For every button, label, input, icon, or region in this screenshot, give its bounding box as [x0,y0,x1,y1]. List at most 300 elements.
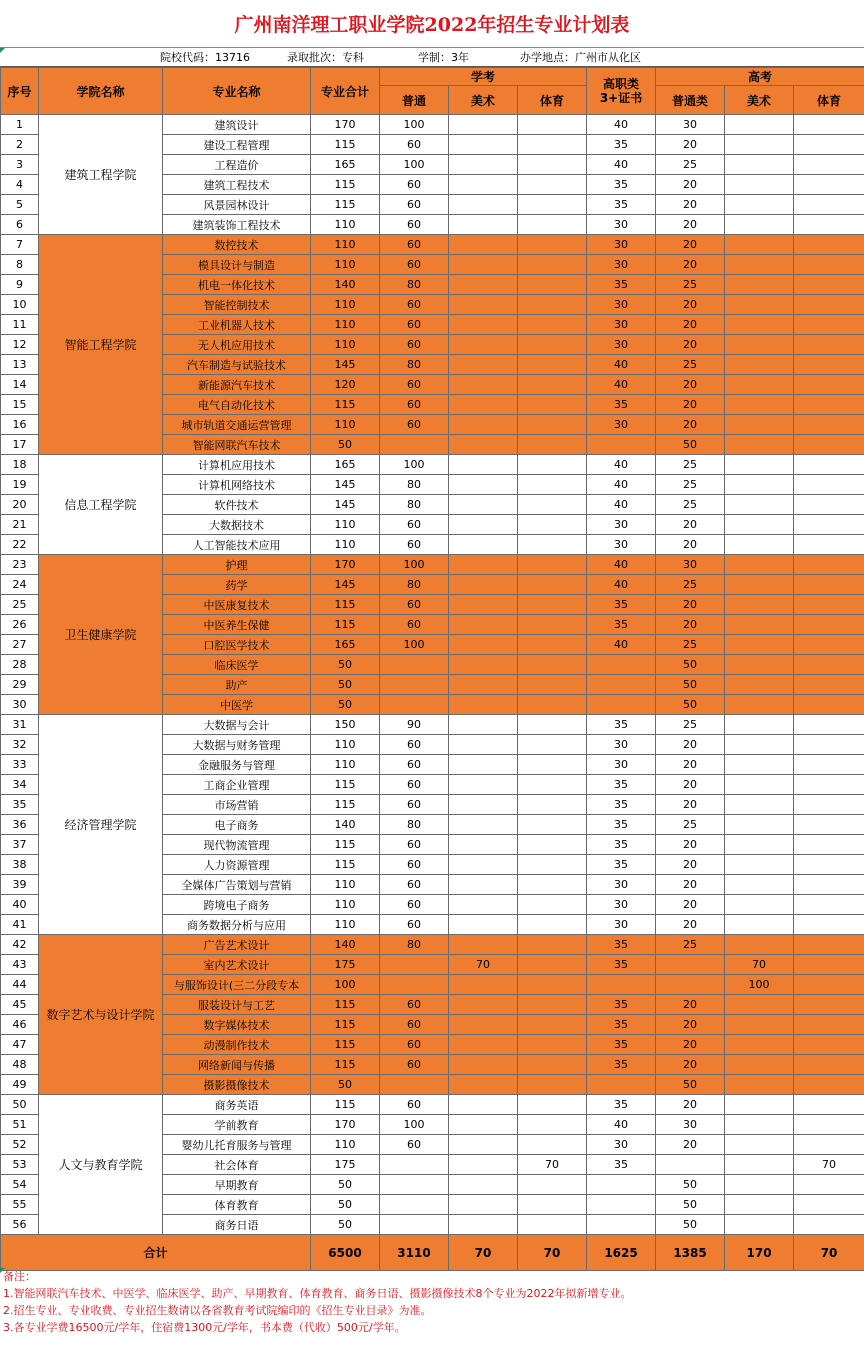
gk-meishu-cell [725,835,794,855]
major-cell: 软件技术 [163,495,311,515]
seq-cell: 14 [1,375,39,395]
gzl-cell [587,655,656,675]
gk-putonglei-cell: 50 [656,675,725,695]
xk-meishu-cell [449,975,518,995]
seq-cell: 4 [1,175,39,195]
total-cell: 120 [311,375,380,395]
school-code: 院校代码：13716 [160,51,250,64]
seq-cell: 8 [1,255,39,275]
total-cell: 140 [311,275,380,295]
xk-tiyu-cell [518,815,587,835]
total-cell: 110 [311,895,380,915]
xk-tiyu-cell [518,415,587,435]
gk-putonglei-cell [656,975,725,995]
total-value-cell: 70 [518,1235,587,1271]
gk-tiyu-cell [794,175,864,195]
gzl-cell [587,675,656,695]
xk-putong-cell [380,1175,449,1195]
gk-putonglei-cell: 50 [656,655,725,675]
header-gaokao: 高考 [656,68,864,86]
gzl-cell [587,1175,656,1195]
seq-cell: 21 [1,515,39,535]
major-cell: 工程造价 [163,155,311,175]
header-college: 学院名称 [39,68,163,115]
gzl-cell [587,1215,656,1235]
xk-meishu-cell [449,755,518,775]
seq-cell: 41 [1,915,39,935]
total-value-cell: 70 [794,1235,864,1271]
gk-meishu-cell [725,215,794,235]
college-name-cell: 信息工程学院 [39,455,163,555]
gzl-cell [587,1195,656,1215]
major-cell: 商务数据分析与应用 [163,915,311,935]
major-cell: 早期教育 [163,1175,311,1195]
header-gk-putonglei: 普通类 [656,86,725,115]
xk-meishu-cell [449,1075,518,1095]
admission-batch: 录取批次：专科 [287,51,364,64]
gk-meishu-cell [725,475,794,495]
xk-meishu-cell [449,1195,518,1215]
xk-tiyu-cell [518,895,587,915]
total-value-cell: 6500 [311,1235,380,1271]
gk-meishu-cell [725,515,794,535]
gk-putonglei-cell: 20 [656,315,725,335]
xk-meishu-cell [449,815,518,835]
college-name-cell: 人文与教育学院 [39,1095,163,1235]
xk-meishu-cell [449,855,518,875]
seq-cell: 11 [1,315,39,335]
gk-meishu-cell [725,135,794,155]
total-cell: 165 [311,455,380,475]
major-cell: 护理 [163,555,311,575]
gk-putonglei-cell: 25 [656,635,725,655]
gk-meishu-cell [725,675,794,695]
seq-cell: 45 [1,995,39,1015]
xk-tiyu-cell [518,855,587,875]
xk-putong-cell: 100 [380,635,449,655]
xk-meishu-cell [449,475,518,495]
xk-meishu-cell [449,435,518,455]
gzl-cell: 35 [587,815,656,835]
gk-meishu-cell [725,455,794,475]
gk-putonglei-cell: 20 [656,1035,725,1055]
gk-tiyu-cell [794,275,864,295]
total-value-cell: 1625 [587,1235,656,1271]
total-cell: 140 [311,815,380,835]
major-cell: 建设工程管理 [163,135,311,155]
header-xk-meishu: 美术 [449,86,518,115]
gk-tiyu-cell [794,975,864,995]
seq-cell: 40 [1,895,39,915]
gk-putonglei-cell: 20 [656,895,725,915]
xk-putong-cell: 60 [380,875,449,895]
seq-cell: 1 [1,115,39,135]
gk-tiyu-cell [794,315,864,335]
gk-tiyu-cell [794,335,864,355]
xk-putong-cell: 80 [380,275,449,295]
xk-putong-cell: 60 [380,1135,449,1155]
xk-meishu-cell [449,235,518,255]
xk-meishu-cell [449,275,518,295]
gk-tiyu-cell [794,835,864,855]
total-cell: 115 [311,615,380,635]
xk-tiyu-cell [518,1195,587,1215]
xk-tiyu-cell [518,875,587,895]
major-cell: 市场营销 [163,795,311,815]
gzl-cell: 35 [587,395,656,415]
gk-tiyu-cell [794,675,864,695]
seq-cell: 2 [1,135,39,155]
gzl-cell: 35 [587,1095,656,1115]
gk-meishu-cell [725,1115,794,1135]
total-cell: 170 [311,555,380,575]
study-duration: 学制：3年 [418,51,469,64]
gk-tiyu-cell [794,735,864,755]
xk-putong-cell: 80 [380,495,449,515]
xk-meishu-cell [449,615,518,635]
seq-cell: 5 [1,195,39,215]
gk-meishu-cell [725,1015,794,1035]
gk-tiyu-cell [794,495,864,515]
note-item-3: 3.各专业学费16500元/学年，住宿费1300元/学年，书本费（代收）500元/学年。 [3,1321,406,1334]
gk-meishu-cell [725,1055,794,1075]
gk-meishu-cell [725,715,794,735]
college-name-cell: 卫生健康学院 [39,555,163,715]
xk-meishu-cell [449,935,518,955]
xk-putong-cell: 80 [380,815,449,835]
xk-putong-cell: 60 [380,195,449,215]
xk-meishu-cell [449,895,518,915]
gk-putonglei-cell: 25 [656,495,725,515]
gk-tiyu-cell [794,1135,864,1155]
seq-cell: 28 [1,655,39,675]
gk-putonglei-cell: 20 [656,175,725,195]
gzl-cell: 30 [587,515,656,535]
total-cell: 115 [311,135,380,155]
total-cell: 175 [311,955,380,975]
gk-meishu-cell [725,555,794,575]
note-item-2: 2.招生专业、专业收费、专业招生数请以各省教育考试院编印的《招生专业目录》为准。 [3,1304,432,1317]
xk-meishu-cell [449,735,518,755]
xk-tiyu-cell [518,455,587,475]
gk-tiyu-cell [794,135,864,155]
gzl-cell: 30 [587,895,656,915]
xk-meishu-cell [449,835,518,855]
seq-cell: 32 [1,735,39,755]
gzl-cell: 30 [587,235,656,255]
gk-tiyu-cell [794,575,864,595]
gzl-cell: 35 [587,835,656,855]
xk-tiyu-cell [518,635,587,655]
xk-meishu-cell [449,915,518,935]
gk-putonglei-cell: 25 [656,355,725,375]
gk-meishu-cell [725,335,794,355]
gk-putonglei-cell: 50 [656,1175,725,1195]
gk-meishu-cell [725,655,794,675]
xk-meishu-cell [449,1035,518,1055]
xk-putong-cell [380,435,449,455]
total-cell: 50 [311,1175,380,1195]
total-cell: 115 [311,775,380,795]
major-cell: 新能源汽车技术 [163,375,311,395]
seq-cell: 24 [1,575,39,595]
gk-meishu-cell [725,1195,794,1215]
gk-meishu-cell [725,535,794,555]
gk-meishu-cell [725,935,794,955]
college-name-cell: 数字艺术与设计学院 [39,935,163,1095]
major-cell: 机电一体化技术 [163,275,311,295]
xk-meishu-cell [449,575,518,595]
gk-putonglei-cell: 20 [656,255,725,275]
gzl-cell: 40 [587,555,656,575]
major-cell: 智能网联汽车技术 [163,435,311,455]
xk-meishu-cell [449,335,518,355]
total-cell: 110 [311,215,380,235]
seq-cell: 38 [1,855,39,875]
school-info-bar [0,48,864,67]
seq-cell: 35 [1,795,39,815]
gzl-cell: 35 [587,1155,656,1175]
xk-tiyu-cell [518,475,587,495]
seq-cell: 33 [1,755,39,775]
gzl-cell: 40 [587,495,656,515]
seq-cell: 43 [1,955,39,975]
gzl-cell: 30 [587,295,656,315]
gzl-cell: 30 [587,1135,656,1155]
xk-putong-cell [380,955,449,975]
xk-tiyu-cell [518,1015,587,1035]
gk-putonglei-cell: 20 [656,535,725,555]
seq-cell: 23 [1,555,39,575]
total-cell: 115 [311,1055,380,1075]
notes-heading: 备注： [3,1270,36,1283]
xk-tiyu-cell [518,175,587,195]
seq-cell: 56 [1,1215,39,1235]
gzl-cell: 35 [587,275,656,295]
xk-meishu-cell [449,495,518,515]
total-cell: 110 [311,755,380,775]
major-cell: 体育教育 [163,1195,311,1215]
xk-meishu-cell [449,875,518,895]
gzl-cell: 40 [587,355,656,375]
gk-meishu-cell [725,615,794,635]
gzl-cell: 35 [587,795,656,815]
gzl-cell: 30 [587,215,656,235]
xk-putong-cell: 60 [380,295,449,315]
gk-tiyu-cell [794,535,864,555]
gk-putonglei-cell: 25 [656,475,725,495]
xk-putong-cell: 100 [380,1115,449,1135]
header-gk-meishu: 美术 [725,86,794,115]
gk-meishu-cell [725,1155,794,1175]
total-cell: 145 [311,475,380,495]
total-cell: 110 [311,235,380,255]
major-cell: 计算机应用技术 [163,455,311,475]
major-cell: 人工智能技术应用 [163,535,311,555]
gzl-cell: 40 [587,375,656,395]
gk-tiyu-cell [794,655,864,675]
school-location: 办学地点：广州市从化区 [520,51,641,64]
gk-meishu-cell [725,915,794,935]
gk-meishu-cell [725,1175,794,1195]
gzl-cell: 35 [587,775,656,795]
xk-meishu-cell [449,195,518,215]
xk-tiyu-cell [518,115,587,135]
gk-tiyu-cell [794,295,864,315]
gk-putonglei-cell: 30 [656,1115,725,1135]
total-cell: 115 [311,1035,380,1055]
gk-putonglei-cell: 20 [656,415,725,435]
xk-tiyu-cell [518,135,587,155]
gk-putonglei-cell: 30 [656,555,725,575]
xk-meishu-cell [449,1155,518,1175]
total-cell: 110 [311,915,380,935]
gk-putonglei-cell: 25 [656,935,725,955]
xk-meishu-cell [449,355,518,375]
xk-meishu-cell [449,115,518,135]
xk-meishu-cell [449,1175,518,1195]
total-cell: 140 [311,935,380,955]
gk-meishu-cell [725,695,794,715]
xk-meishu-cell [449,555,518,575]
total-cell: 115 [311,995,380,1015]
xk-putong-cell: 80 [380,575,449,595]
gzl-cell: 35 [587,1055,656,1075]
total-cell: 110 [311,415,380,435]
seq-cell: 6 [1,215,39,235]
seq-cell: 15 [1,395,39,415]
gk-putonglei-cell: 20 [656,135,725,155]
xk-tiyu-cell [518,215,587,235]
gzl-cell: 30 [587,315,656,335]
major-cell: 中医康复技术 [163,595,311,615]
gk-meishu-cell [725,875,794,895]
gk-putonglei-cell: 20 [656,1055,725,1075]
major-cell: 城市轨道交通运营管理 [163,415,311,435]
gk-tiyu-cell [794,595,864,615]
xk-tiyu-cell [518,655,587,675]
seq-cell: 37 [1,835,39,855]
xk-putong-cell: 60 [380,775,449,795]
major-cell: 模具设计与制造 [163,255,311,275]
total-cell: 115 [311,595,380,615]
major-cell: 建筑设计 [163,115,311,135]
major-cell: 建筑工程技术 [163,175,311,195]
xk-putong-cell: 60 [380,515,449,535]
gk-putonglei-cell: 20 [656,995,725,1015]
gk-meishu-cell [725,1135,794,1155]
table-row [1,1095,864,1115]
gk-tiyu-cell [794,715,864,735]
xk-tiyu-cell [518,935,587,955]
gzl-cell [587,975,656,995]
xk-meishu-cell [449,695,518,715]
total-cell: 115 [311,175,380,195]
seq-cell: 26 [1,615,39,635]
major-cell: 计算机网络技术 [163,475,311,495]
gk-tiyu-cell [794,1215,864,1235]
gzl-cell: 30 [587,255,656,275]
major-cell: 室内艺术设计 [163,955,311,975]
xk-tiyu-cell [518,715,587,735]
major-cell: 婴幼儿托育服务与管理 [163,1135,311,1155]
xk-putong-cell [380,695,449,715]
total-value-cell: 1385 [656,1235,725,1271]
xk-tiyu-cell [518,555,587,575]
seq-cell: 16 [1,415,39,435]
gk-putonglei-cell: 50 [656,1195,725,1215]
gk-tiyu-cell [794,855,864,875]
total-cell: 50 [311,655,380,675]
gk-meishu-cell [725,415,794,435]
total-cell: 175 [311,1155,380,1175]
seq-cell: 55 [1,1195,39,1215]
total-cell: 115 [311,795,380,815]
gk-putonglei-cell: 20 [656,375,725,395]
xk-putong-cell: 60 [380,995,449,1015]
xk-putong-cell [380,675,449,695]
gk-putonglei-cell [656,955,725,975]
gk-tiyu-cell [794,695,864,715]
xk-meishu-cell [449,715,518,735]
xk-meishu-cell [449,655,518,675]
major-cell: 助产 [163,675,311,695]
gzl-cell: 35 [587,1035,656,1055]
gk-tiyu-cell [794,415,864,435]
gk-meishu-cell [725,115,794,135]
gk-putonglei-cell [656,1155,725,1175]
xk-putong-cell [380,975,449,995]
gk-tiyu-cell [794,395,864,415]
gk-meishu-cell [725,575,794,595]
gk-putonglei-cell: 20 [656,295,725,315]
major-cell: 服装设计与工艺 [163,995,311,1015]
gzl-cell: 35 [587,135,656,155]
seq-cell: 29 [1,675,39,695]
gk-tiyu-cell [794,775,864,795]
xk-putong-cell: 60 [380,315,449,335]
gk-putonglei-cell: 50 [656,1075,725,1095]
xk-tiyu-cell [518,1055,587,1075]
gk-tiyu-cell [794,935,864,955]
seq-cell: 39 [1,875,39,895]
xk-meishu-cell [449,315,518,335]
xk-putong-cell: 60 [380,1035,449,1055]
gzl-cell: 30 [587,735,656,755]
total-cell: 110 [311,1135,380,1155]
xk-meishu-cell [449,415,518,435]
xk-putong-cell: 60 [380,255,449,275]
gk-meishu-cell [725,1075,794,1095]
gk-putonglei-cell: 25 [656,815,725,835]
major-cell: 社会体育 [163,1155,311,1175]
seq-cell: 46 [1,1015,39,1035]
gk-putonglei-cell: 20 [656,195,725,215]
gk-putonglei-cell: 50 [656,1215,725,1235]
gk-meishu-cell [725,155,794,175]
gk-tiyu-cell [794,1195,864,1215]
gk-tiyu-cell [794,795,864,815]
major-cell: 大数据与财务管理 [163,735,311,755]
xk-putong-cell: 60 [380,735,449,755]
gk-tiyu-cell [794,475,864,495]
header-major: 专业名称 [163,68,311,115]
xk-tiyu-cell [518,595,587,615]
major-cell: 智能控制技术 [163,295,311,315]
total-cell: 145 [311,355,380,375]
xk-meishu-cell [449,515,518,535]
gk-putonglei-cell: 20 [656,335,725,355]
